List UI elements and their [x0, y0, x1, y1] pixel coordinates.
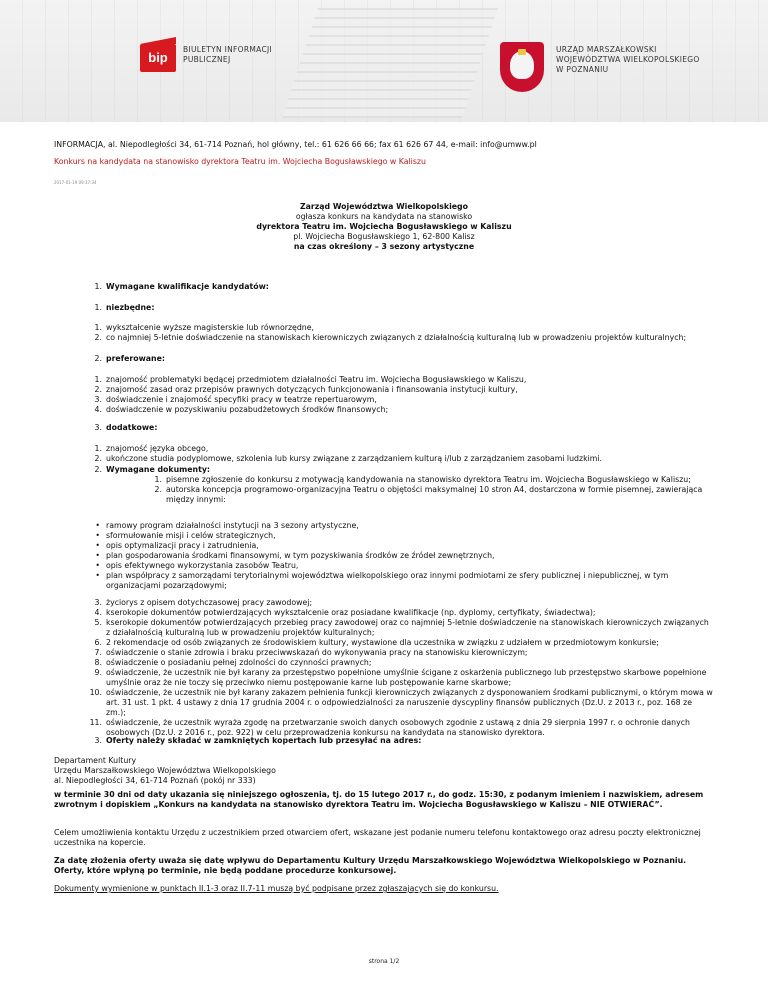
list-required [54, 323, 714, 343]
contact-note: Celem umożliwienia kontaktu Urzędu z uczestnikiem przed otwarciem ofert, wskazane jest podanie numeru telefonu kontaktowego oraz adresu poczty elektronicznej uczestnika na kopercie. [54, 828, 701, 847]
list-item: • sformułowanie misji i celów strategicznych, [95, 531, 276, 540]
submission-address [54, 756, 714, 786]
term-line: na czas określony – 3 sezony artystyczne [293, 242, 475, 251]
publish-date: 2017-01-19 09:37:34 [54, 180, 97, 185]
title-link[interactable]: Konkurs na kandydata na stanowisko dyrektora Teatru im. Wojciecha Bogusławskiego w Kaliszu [54, 157, 426, 166]
bip-title: BIULETYN INFORMACJI PUBLICZNEJ [183, 45, 273, 64]
subheading-required: 1. niezbędne: [94, 303, 155, 312]
list-item: 1. pisemne zgłoszenie do konkursu z motywacją kandydowania na stanowisko dyrektora Teatru im. Wojciecha Bogusławskiego w Kaliszu; [154, 475, 691, 484]
address-line: Departament Kultury [54, 756, 137, 765]
list-item: 2. autorska koncepcja programowo-organizacyjna Teatru o objętości maksymalnej 10 stron A4, dostarczona w formie pisemnej, zawierająca między innymi: [154, 485, 703, 504]
list-item: • ramowy program działalności instytucji na 3 sezony artystyczne, [95, 521, 359, 530]
list-item: 5. kserokopie dokumentów potwierdzających przebieg pracy zawodowej oraz co najmniej 5-letnie doświadczenie na stanowiskach kierowniczych związanych z działalnością kulturalną lub w prowadzeniu projektów kulturalnych; [94, 618, 709, 637]
list-item: 8. oświadczenie o posiadaniu pełnej zdolności do czynności prawnych; [94, 658, 372, 667]
board-name: Zarząd Województwa Wielkopolskiego [300, 202, 468, 211]
list-item: 3. życiorys z opisem dotychczasowej pracy zawodowej; [94, 598, 313, 607]
deadline-text: w terminie 30 dni od daty ukazania się niniejszego ogłoszenia, tj. do 15 lutego 2017 r., do godz. 15:30, z podanym imieniem i nazwiskiem, adresem zwrotnym i dopiskiem „Konkurs na kandydata na stanowisko dyrektora Teatru im. Wojciecha Bogusławskiego w Kaliszu – NIE OTWIERAĆ”. [54, 790, 704, 809]
coat-of-arms-icon[interactable] [500, 42, 544, 92]
list-concept-bullets [54, 521, 714, 591]
section-heading-documents: 2. Wymagane dokumenty: [94, 465, 211, 474]
list-item: 9. oświadczenie, że uczestnik nie był karany za przestępstwo popełnione umyślnie ścigane z oskarżenia publicznego lub przestępstwo skarbowe popełnione umyślnie oraz że nie toczy się przeciwko niemu postępowanie karne lub postępowanie karne skarbowe; [94, 668, 707, 687]
list-item: 1. wykształcenie wyższe magisterskie lub równorzędne, [94, 323, 315, 332]
list-item: 4. doświadczenie w pozyskiwaniu pozabudżetowych środków finansowych; [94, 405, 389, 414]
subheading-additional: 3. dodatkowe: [94, 423, 158, 432]
list-documents-a [54, 475, 714, 505]
date-note: Za datę złożenia oferty uważa się datę wpływu do Departamentu Kultury Urzędu Marszałkowskiego Województwa Wielkopolskiego w Poznaniu. Oferty, które wpłyną po terminie, nie będą poddane procedurze konkursowej. [54, 856, 687, 875]
list-item: 2. co najmniej 5-letnie doświadczenie na stanowiskach kierowniczych związanych z działalnością kulturalną lub w prowadzeniu projektów kulturalnych; [94, 333, 687, 342]
position-title: dyrektora Teatru im. Wojciecha Bogusławskiego w Kaliszu [256, 222, 512, 231]
list-item: 3. doświadczenie i znajomość specyfiki pracy w teatrze repertuarowym, [94, 395, 377, 404]
list-preferred [54, 375, 714, 415]
list-item: 2. ukończone studia podyplomowe, szkolenia lub kursy związane z zarządzaniem kulturą i/lub z zarządzaniem zasobami ludzkimi. [94, 454, 603, 463]
page-number: strona 1/2 [368, 958, 400, 965]
theatre-address: pl. Wojciecha Bogusławskiego 1, 62-800 Kalisz [293, 232, 475, 241]
bip-logo-icon[interactable]: bip [140, 44, 176, 72]
list-item: 6. 2 rekomendacje od osób związanych ze środowiskiem kultury, wystawione dla uczestnika w związku z udziałem w przedmiotowym konkursie; [94, 638, 659, 647]
info-line: INFORMACJA, al. Niepodległości 34, 61-714 Poznań, hol główny, tel.: 61 626 66 66; fax 61 626 67 44, e-mail: info@umww.pl [54, 140, 537, 149]
announcement-heading [54, 202, 714, 252]
list-item: 1. znajomość języka obcego, [94, 444, 209, 453]
subheading-preferred: 2. preferowane: [94, 354, 166, 363]
eagle-icon [510, 51, 534, 79]
address-line: Urzędu Marszałkowskiego Województwa Wielkopolskiego [54, 766, 276, 775]
building-graphic [282, 8, 498, 118]
section-heading-qualifications: 1. Wymagane kwalifikacje kandydatów: [94, 282, 269, 291]
list-item: 2. znajomość zasad oraz przepisów prawnych dotyczących funkcjonowania i finansowania instytucji kultury, [94, 385, 518, 394]
list-item: • opis efektywnego wykorzystania zasobów Teatru, [95, 561, 299, 570]
section-heading-submission: 3. Oferty należy składać w zamkniętych kopertach lub przesyłać na adres: [94, 736, 422, 745]
list-item: 4. kserokopie dokumentów potwierdzających wykształcenie oraz posiadane kwalifikacje (np. dyplomy, certyfikaty, świadectwa); [94, 608, 596, 617]
office-title: URZĄD MARSZAŁKOWSKI WOJEWÓDZTWA WIELKOPOLSKIEGO W POZNANIU [556, 45, 700, 74]
list-item: 10. oświadczenie, że uczestnik nie był karany zakazem pełnienia funkcji kierowniczych związanych z dysponowaniem środkami publicznymi, o którym mowa w art. 31 ust. 1 pkt. 4 ustawy z dnia 17 grudnia 2004 r. o odpowiedzialności za naruszenie dyscypliny finansów publicznych (Dz.U. z 2013 r., poz. 168 ze zm.); [89, 688, 713, 717]
list-item: 11. oświadczenie, że uczestnik wyraża zgodę na przetwarzanie swoich danych osobowych zgodnie z ustawą z dnia 29 sierpnia 1997 r. o ochronie danych osobowych (Dz.U. z 2016 r., poz. 922) w celu przeprowadzenia konkursu na kandydata na stanowisko dyrektora. [89, 718, 690, 737]
list-item: 1. znajomość problematyki będącej przedmiotem działalności Teatru im. Wojciecha Bogusławskiego w Kaliszu, [94, 375, 527, 384]
list-item: • opis optymalizacji pracy i zatrudnienia, [95, 541, 259, 550]
list-item: • plan gospodarowania środkami finansowymi, w tym pozyskiwania środków ze źródeł zewnętrznych, [95, 551, 495, 560]
list-item: • plan współpracy z samorządami terytorialnymi województwa wielkopolskiego oraz innymi podmiotami ze sfery publicznej i niepublicznej, w tym organizacjami pozarządowymi; [95, 571, 669, 590]
list-additional [54, 444, 714, 464]
address-line: al. Niepodległości 34, 61-714 Poznań (pokój nr 333) [54, 776, 256, 785]
announces-line: ogłasza konkurs na kandydata na stanowisko [295, 212, 473, 221]
signature-note: Dokumenty wymienione w punktach II.1-3 oraz II.7-11 muszą być podpisane przez zgłaszających się do konkursu. [54, 884, 499, 893]
page-header [0, 0, 768, 122]
list-documents-b [54, 598, 714, 738]
list-item: 7. oświadczenie o stanie zdrowia i braku przeciwwskazań do wykonywania pracy na stanowisku kierowniczym; [94, 648, 528, 657]
